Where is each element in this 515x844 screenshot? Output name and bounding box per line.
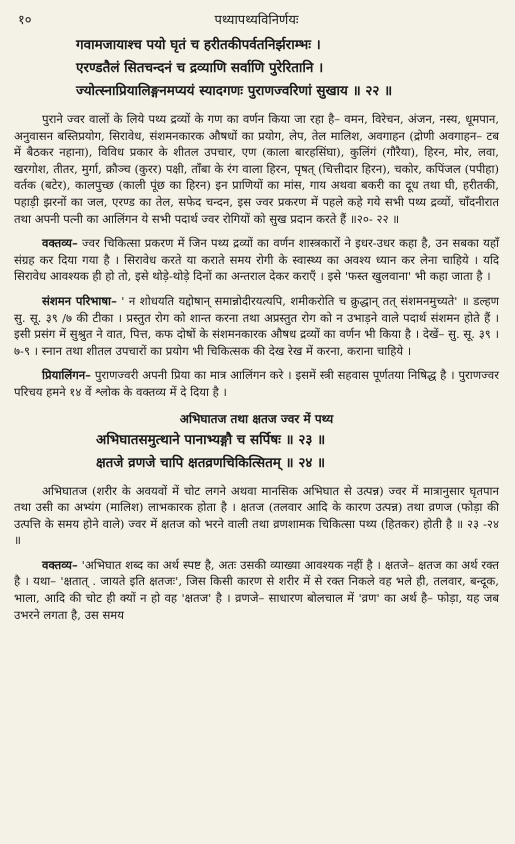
paragraph-lead: संशमन परिभाषा– — [42, 293, 117, 308]
paragraph-text: ' न शोधयति यद्दोषान् समान्नोदीरयत्यपि, शमीकरोति च क्रुद्धान् तत् संशमनमुच्यते' ॥ डल्हण सु. सू. ३९ /७ की टीका । प्रस्तुत रोग को शान्त करना तथा अप्रस्तुत रोग को न उभाड़ने वाले पदार्थ संशमन होते हैं । इसी प्रसंग में सुश्रुत ने वात, पित्त, कफ दोषों के संशमनकारक औषध द्रव्यों का वर्णन भी किया है । देखें– सु. सू. ३९ । ७-९ । स्नान तथा शीतल उपचारों का प्रयोग भी चिकित्सक की देख रेख में करना, कराना चाहिये । — [14, 293, 500, 358]
page-number: १० — [18, 13, 32, 28]
verse-line: अभिघातसमुत्थाने पानाभ्यङ्गौ च सर्पिषः ॥ २३ ॥ — [96, 431, 326, 448]
verse-block-mid — [14, 429, 499, 475]
section-heading: अभिघातज तथा क्षतज ज्वर में पथ्य — [179, 411, 334, 426]
verse-line: ज्योत्स्नाप्रियालिङ्गनमप्ययं स्यादगणः पुराणज्वरिणां सुखाय ॥ २२ ॥ — [76, 83, 393, 99]
page-header — [14, 8, 499, 30]
priyalingan-paragraph — [14, 367, 499, 400]
commentary-paragraph: अभिघातज (शरीर के अवयवों में चोट लगने अथवा मानसिक अभिघात से उत्पन्न) ज्वर में मात्रानुसार घृतपान तथा उसी का अभ्यंग (मालिश) लाभकारक होता है । क्षतज (तलवार आदि के कारण उत्पन्न) तथा व्रणज (फोड़ा की उत्पत्ति के समय होने वाले) ज्वर में क्षतज को भरने वाली तथा व्रणशामक चिकित्सा पथ्य (हितकर) होती है ॥ २३ -२४ ॥ — [14, 483, 499, 548]
vaktavya-paragraph — [14, 557, 499, 623]
paragraph-lead: प्रियालिंगन– — [42, 368, 91, 383]
paragraph-lead: वक्तव्य– — [42, 236, 78, 251]
verse-line: क्षतजे व्रणजे चापि क्षतव्रणचिकित्सितम् ॥ २४ ॥ — [96, 454, 326, 471]
verse-line: गवामजायाश्च पयो घृतं च हरीतकीपर्वतनिर्झराम्भः । — [76, 37, 321, 53]
commentary-paragraph: पुराने ज्वर वालों के लिये पथ्य द्रव्यों के गण का वर्णन किया जा रहा है– वमन, विरेचन, अंजन, नस्य, धूमपान, अनुवासन बस्तिप्रयोग, सिरावेध, संशमनकारक औषधों का प्रयोग, लेप, तेल मालिश, अवगाहन (द्रोणी अवगाहन– टब में बैठकर नहाना), विविध प्रकार के शीतल उपचार, एण (काला बारहसिंघा), कुलिंगं (गौरैया), हिरन, मोर, लवा, खरगोश, तीतर, मुर्गा, क्रौञ्च (कुरर) पक्षी, ताँबा के रंग वाला हिरन, पृषत् (चित्तीदार हिरन), चकोर, कपिंजल (पपीहा) वर्तक (बटेर), कालपुच्छ (काली पूंछ का हिरन) इन प्राणियों का मांस, गाय अथवा बकरी का दूध तथा घी, हरीतकी, पहाड़ी झरनों का जल, एरण्ड का तेल, सफेद चन्दन, इस ज्वर प्रकरण में पहले कहे गये सभी पथ्य द्रव्यों, चाँदनीरात तथा अपनी पत्नी का आलिंगन ये सभी पदार्थ ज्वर रोगियों को सुख प्रदान करते हैं ॥२०- २२ ॥ — [14, 112, 499, 226]
vaktavya-paragraph — [14, 235, 499, 285]
sanshaman-paragraph — [14, 293, 499, 359]
paragraph-text: 'अभिघात शब्द का अर्थ स्पष्ट है, अतः उसकी व्याख्या आवश्यक नहीं है । क्षतजे– क्षतज का अर्थ रक्त है । यथा– 'क्षतात् . जायते इति क्षतजः', जिस किसी कारण से शरीर में से रक्त निकले वह भले ही, तलवार, बन्दूक, भाला, आदि की चोट ही क्यों न हो वह 'क्षतज' है । व्रणजे– साधारण बोलचाल में 'व्रण' का अर्थ है– फोड़ा, यह जब उभरने लगता है, उस समय — [14, 557, 499, 622]
verse-line: एरण्डतैलं सितचन्दनं च द्रव्याणि सर्वाणि पुरेरितानि । — [76, 60, 324, 76]
paragraph-text: पुराणज्वरी अपनी प्रिया का मात्र आलिंगन करे । इसमें स्त्री सहवास पूर्णतया निषिद्ध है । पुराणज्वर परिचय हमने १४ वें श्लोक के वक्तव्य में दे दिया है । — [14, 368, 499, 399]
verse-block-top — [14, 34, 499, 103]
paragraph-text: ज्वर चिकित्सा प्रकरण में जिन पथ्य द्रव्यों का वर्णन शास्त्रकारों ने इधर-उधर कहा है, उन सबका यहाँ संग्रह कर दिया गया है । सिरावेध करते या कराते समय रोगी के स्वास्थ्य का अवश्य ध्यान कर लेना चाहिये । यदि सिरावेध आवश्यक ही हो तो, इसे थोड़े-थोड़े दिनों का अन्तराल देकर कराएँ । इसे 'फस्त खुलवाना' भी कहा जाता है । — [14, 236, 499, 284]
paragraph-lead: वक्तव्य– — [42, 557, 78, 572]
running-title: पथ्यापथ्यविनिर्णयः — [214, 13, 299, 28]
